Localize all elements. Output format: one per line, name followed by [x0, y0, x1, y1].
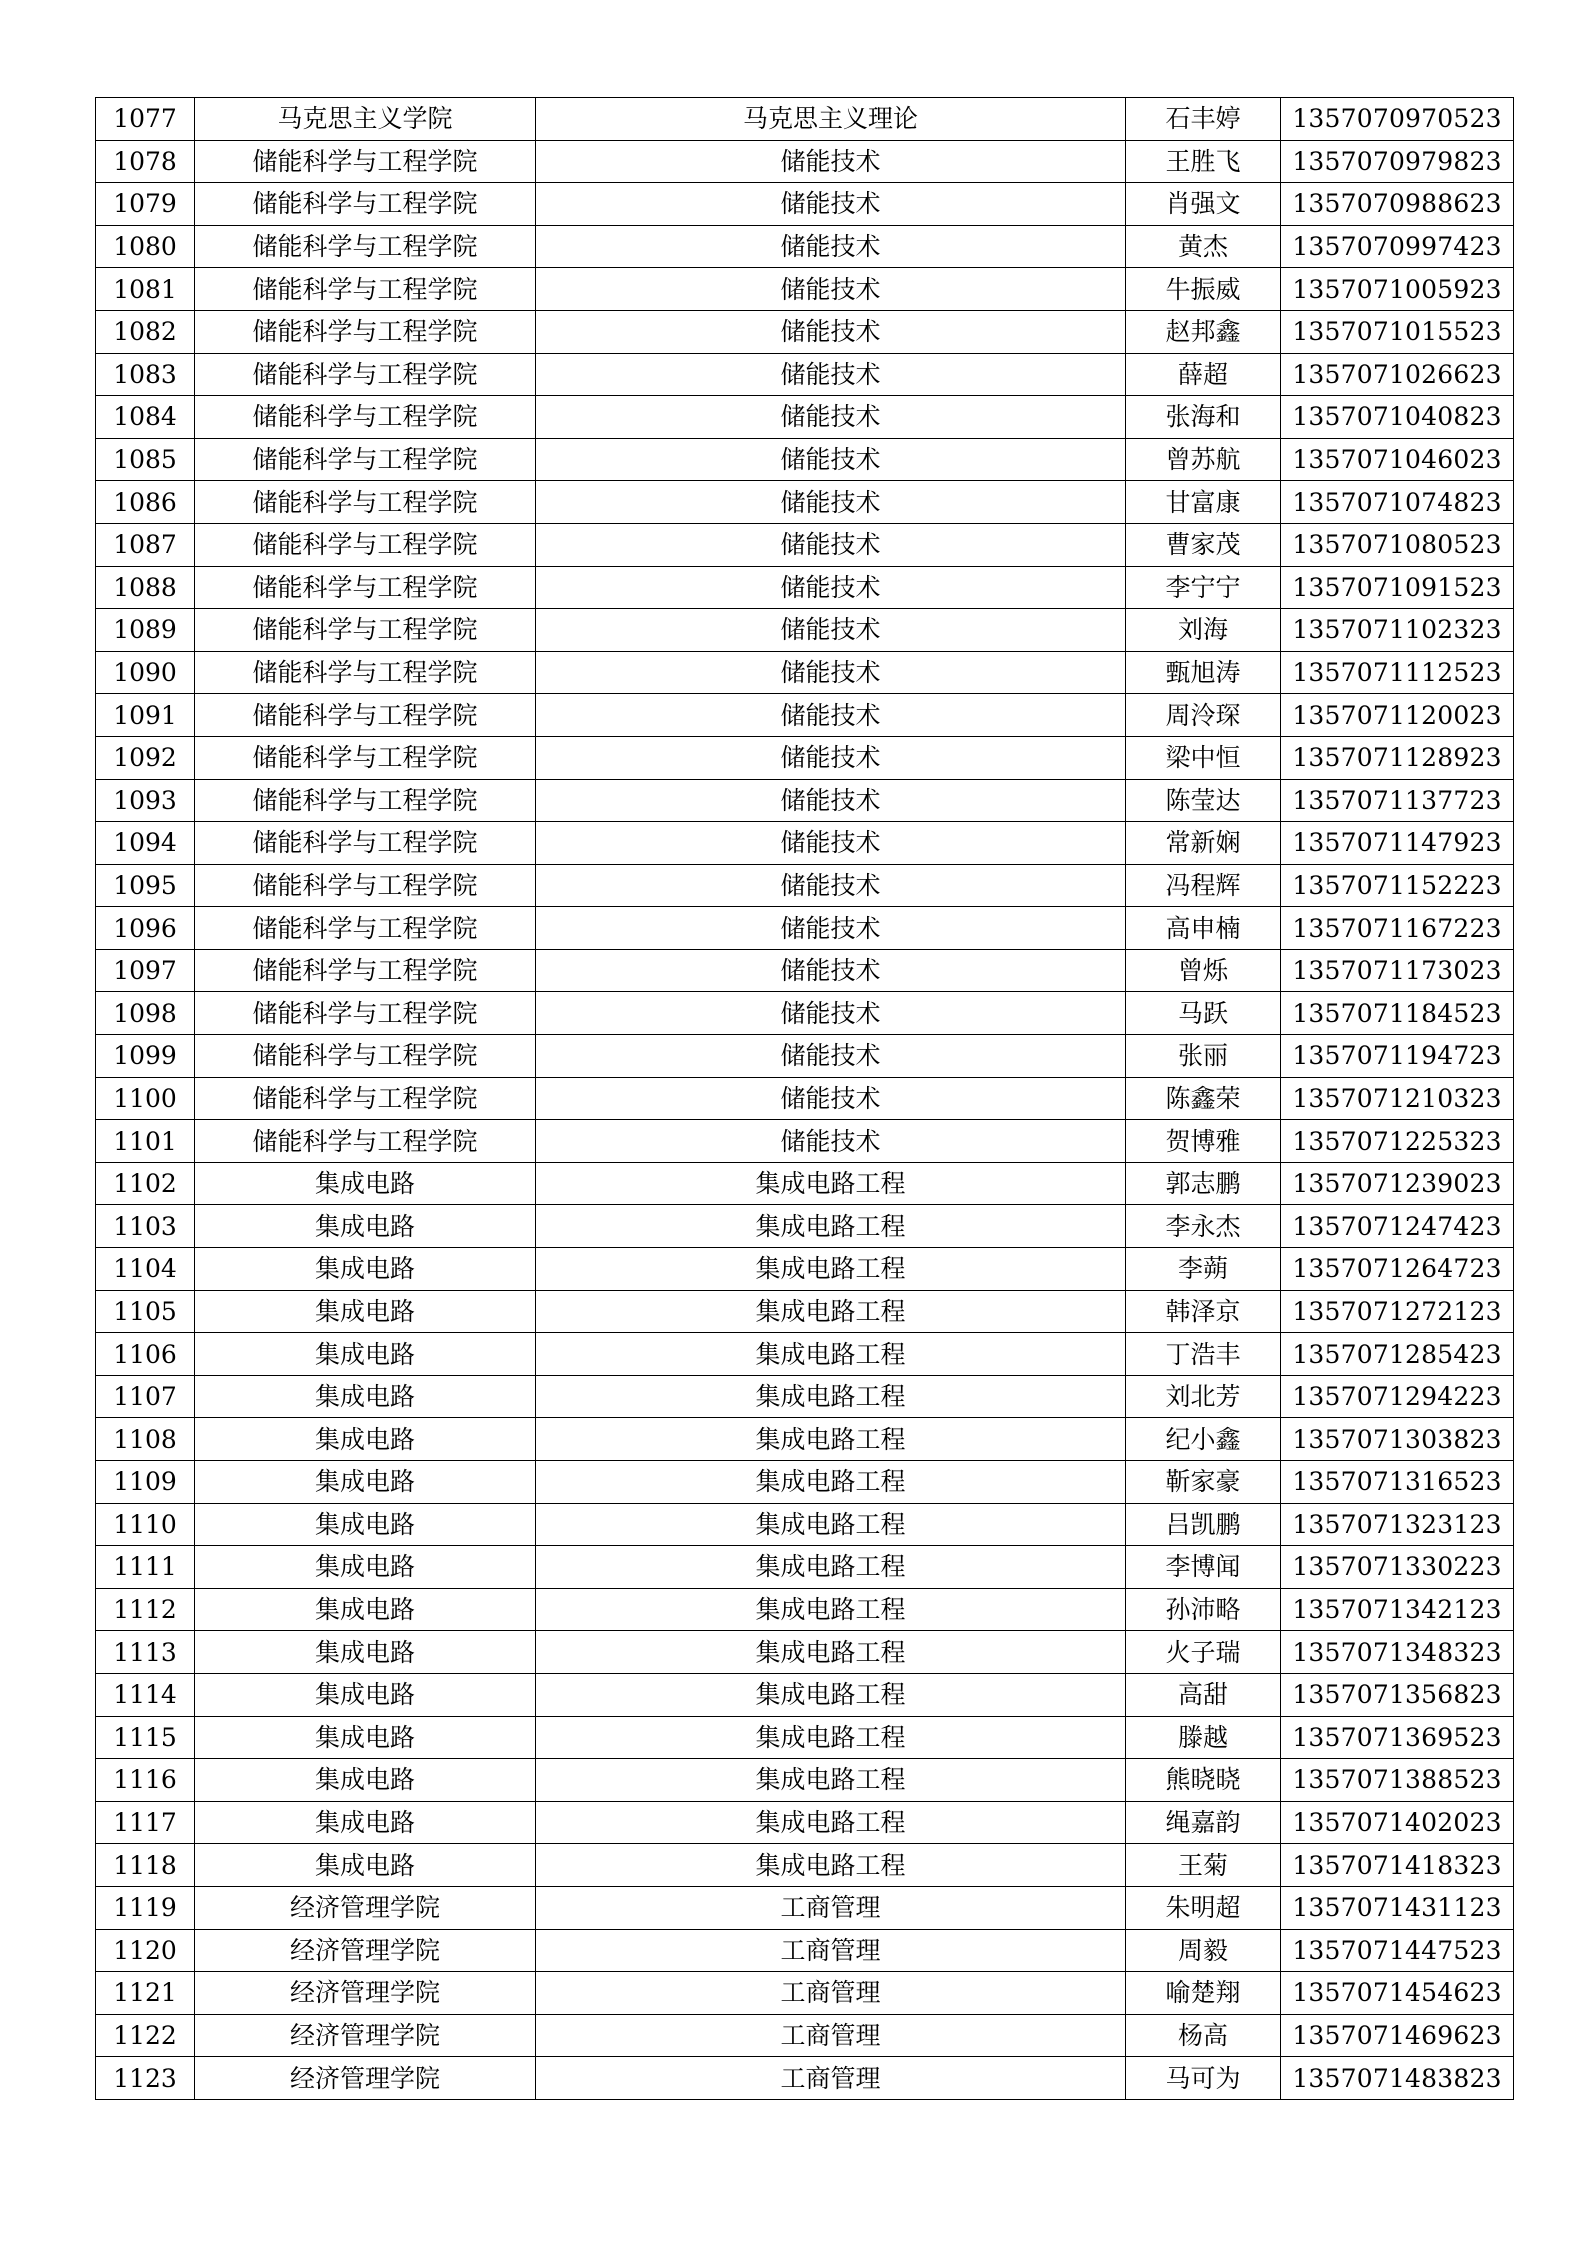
serial-number-cell: 1120	[96, 1929, 195, 1972]
table-row	[96, 438, 1514, 481]
student-name-cell: 曾烁	[1126, 949, 1281, 992]
serial-number-cell: 1106	[96, 1333, 195, 1376]
serial-number-cell: 1082	[96, 310, 195, 353]
student-name-cell: 赵邦鑫	[1126, 310, 1281, 353]
major-cell: 储能技术	[536, 438, 1126, 481]
major-cell: 储能技术	[536, 225, 1126, 268]
serial-number-cell: 1089	[96, 609, 195, 652]
candidate-id-cell: 1357071239023	[1281, 1162, 1514, 1205]
major-cell: 集成电路工程	[536, 1290, 1126, 1333]
major-cell: 储能技术	[536, 140, 1126, 183]
student-name-cell: 马可为	[1126, 2057, 1281, 2100]
student-name-cell: 石丰婷	[1126, 98, 1281, 141]
college-cell: 集成电路	[195, 1248, 536, 1291]
candidate-id-cell: 1357071015523	[1281, 310, 1514, 353]
college-cell: 储能科学与工程学院	[195, 949, 536, 992]
serial-number-cell: 1081	[96, 268, 195, 311]
candidate-id-cell: 1357071091523	[1281, 566, 1514, 609]
candidate-id-cell: 1357071173023	[1281, 949, 1514, 992]
table-row	[96, 1716, 1514, 1759]
table-row	[96, 396, 1514, 439]
college-cell: 储能科学与工程学院	[195, 694, 536, 737]
college-cell: 储能科学与工程学院	[195, 183, 536, 226]
serial-number-cell: 1099	[96, 1035, 195, 1078]
candidate-id-cell: 1357071112523	[1281, 651, 1514, 694]
table-row	[96, 1418, 1514, 1461]
student-name-cell: 喻楚翔	[1126, 1972, 1281, 2015]
candidate-id-cell: 1357071369523	[1281, 1716, 1514, 1759]
serial-number-cell: 1097	[96, 949, 195, 992]
candidate-id-cell: 1357071356823	[1281, 1673, 1514, 1716]
candidate-id-cell: 1357071264723	[1281, 1248, 1514, 1291]
candidate-id-cell: 1357071040823	[1281, 396, 1514, 439]
college-cell: 集成电路	[195, 1588, 536, 1631]
college-cell: 集成电路	[195, 1503, 536, 1546]
major-cell: 工商管理	[536, 1972, 1126, 2015]
table-row	[96, 736, 1514, 779]
college-cell: 集成电路	[195, 1716, 536, 1759]
candidate-id-cell: 1357071454623	[1281, 1972, 1514, 2015]
serial-number-cell: 1091	[96, 694, 195, 737]
college-cell: 储能科学与工程学院	[195, 779, 536, 822]
student-name-cell: 朱明超	[1126, 1886, 1281, 1929]
college-cell: 储能科学与工程学院	[195, 1077, 536, 1120]
table-row	[96, 949, 1514, 992]
student-name-cell: 刘海	[1126, 609, 1281, 652]
major-cell: 集成电路工程	[536, 1333, 1126, 1376]
serial-number-cell: 1102	[96, 1162, 195, 1205]
table-row	[96, 1120, 1514, 1163]
candidate-id-cell: 1357071303823	[1281, 1418, 1514, 1461]
college-cell: 集成电路	[195, 1631, 536, 1674]
college-cell: 集成电路	[195, 1673, 536, 1716]
serial-number-cell: 1085	[96, 438, 195, 481]
student-name-cell: 李永杰	[1126, 1205, 1281, 1248]
candidate-id-cell: 1357071316523	[1281, 1461, 1514, 1504]
serial-number-cell: 1111	[96, 1546, 195, 1589]
college-cell: 储能科学与工程学院	[195, 609, 536, 652]
college-cell: 经济管理学院	[195, 2014, 536, 2057]
major-cell: 集成电路工程	[536, 1631, 1126, 1674]
major-cell: 储能技术	[536, 864, 1126, 907]
major-cell: 集成电路工程	[536, 1844, 1126, 1887]
major-cell: 集成电路工程	[536, 1205, 1126, 1248]
student-name-cell: 高申楠	[1126, 907, 1281, 950]
serial-number-cell: 1122	[96, 2014, 195, 2057]
candidate-id-cell: 1357071225323	[1281, 1120, 1514, 1163]
major-cell: 储能技术	[536, 736, 1126, 779]
college-cell: 集成电路	[195, 1375, 536, 1418]
major-cell: 集成电路工程	[536, 1546, 1126, 1589]
student-name-cell: 马跃	[1126, 992, 1281, 1035]
candidate-id-cell: 1357071074823	[1281, 481, 1514, 524]
student-name-cell: 张海和	[1126, 396, 1281, 439]
student-name-cell: 甄旭涛	[1126, 651, 1281, 694]
table-row	[96, 1801, 1514, 1844]
serial-number-cell: 1084	[96, 396, 195, 439]
serial-number-cell: 1104	[96, 1248, 195, 1291]
candidate-id-cell: 1357071194723	[1281, 1035, 1514, 1078]
serial-number-cell: 1098	[96, 992, 195, 1035]
candidate-id-cell: 1357071285423	[1281, 1333, 1514, 1376]
major-cell: 储能技术	[536, 353, 1126, 396]
candidate-id-cell: 1357070997423	[1281, 225, 1514, 268]
candidate-id-cell: 1357071342123	[1281, 1588, 1514, 1631]
candidate-id-cell: 1357071483823	[1281, 2057, 1514, 2100]
serial-number-cell: 1121	[96, 1972, 195, 2015]
student-name-cell: 黄杰	[1126, 225, 1281, 268]
student-name-cell: 常新娴	[1126, 822, 1281, 865]
serial-number-cell: 1114	[96, 1673, 195, 1716]
college-cell: 经济管理学院	[195, 2057, 536, 2100]
student-name-cell: 周毅	[1126, 1929, 1281, 1972]
candidate-id-cell: 1357071128923	[1281, 736, 1514, 779]
student-name-cell: 李宁宁	[1126, 566, 1281, 609]
candidate-id-cell: 1357071431123	[1281, 1886, 1514, 1929]
student-name-cell: 高甜	[1126, 1673, 1281, 1716]
major-cell: 储能技术	[536, 1077, 1126, 1120]
student-name-cell: 杨高	[1126, 2014, 1281, 2057]
major-cell: 集成电路工程	[536, 1673, 1126, 1716]
student-name-cell: 绳嘉韵	[1126, 1801, 1281, 1844]
table-row	[96, 1035, 1514, 1078]
table-row	[96, 140, 1514, 183]
candidate-id-cell: 1357071323123	[1281, 1503, 1514, 1546]
student-name-cell: 贺博雅	[1126, 1120, 1281, 1163]
student-name-cell: 甘富康	[1126, 481, 1281, 524]
candidate-id-cell: 1357071348323	[1281, 1631, 1514, 1674]
serial-number-cell: 1101	[96, 1120, 195, 1163]
serial-number-cell: 1095	[96, 864, 195, 907]
college-cell: 储能科学与工程学院	[195, 992, 536, 1035]
college-cell: 储能科学与工程学院	[195, 225, 536, 268]
major-cell: 集成电路工程	[536, 1418, 1126, 1461]
table-row	[96, 779, 1514, 822]
major-cell: 集成电路工程	[536, 1588, 1126, 1631]
serial-number-cell: 1112	[96, 1588, 195, 1631]
college-cell: 储能科学与工程学院	[195, 864, 536, 907]
serial-number-cell: 1096	[96, 907, 195, 950]
major-cell: 工商管理	[536, 1929, 1126, 1972]
college-cell: 储能科学与工程学院	[195, 523, 536, 566]
college-cell: 集成电路	[195, 1333, 536, 1376]
candidate-id-cell: 1357070988623	[1281, 183, 1514, 226]
candidate-id-cell: 1357071388523	[1281, 1759, 1514, 1802]
table-row	[96, 1546, 1514, 1589]
table-row	[96, 1333, 1514, 1376]
serial-number-cell: 1092	[96, 736, 195, 779]
major-cell: 集成电路工程	[536, 1801, 1126, 1844]
student-name-cell: 王胜飞	[1126, 140, 1281, 183]
candidate-id-cell: 1357071418323	[1281, 1844, 1514, 1887]
candidate-id-cell: 1357071152223	[1281, 864, 1514, 907]
student-name-cell: 滕越	[1126, 1716, 1281, 1759]
serial-number-cell: 1093	[96, 779, 195, 822]
major-cell: 工商管理	[536, 1886, 1126, 1929]
college-cell: 储能科学与工程学院	[195, 310, 536, 353]
college-cell: 储能科学与工程学院	[195, 651, 536, 694]
college-cell: 储能科学与工程学院	[195, 566, 536, 609]
major-cell: 工商管理	[536, 2057, 1126, 2100]
candidate-id-cell: 1357071080523	[1281, 523, 1514, 566]
student-name-cell: 刘北芳	[1126, 1375, 1281, 1418]
table-row	[96, 1375, 1514, 1418]
serial-number-cell: 1113	[96, 1631, 195, 1674]
table-row	[96, 1844, 1514, 1887]
serial-number-cell: 1117	[96, 1801, 195, 1844]
serial-number-cell: 1094	[96, 822, 195, 865]
student-name-cell: 陈鑫荣	[1126, 1077, 1281, 1120]
table-row	[96, 1162, 1514, 1205]
college-cell: 储能科学与工程学院	[195, 140, 536, 183]
college-cell: 储能科学与工程学院	[195, 353, 536, 396]
table-row	[96, 98, 1514, 141]
candidate-id-cell: 1357071210323	[1281, 1077, 1514, 1120]
serial-number-cell: 1105	[96, 1290, 195, 1333]
table-row	[96, 1972, 1514, 2015]
major-cell: 储能技术	[536, 523, 1126, 566]
table-row	[96, 353, 1514, 396]
major-cell: 储能技术	[536, 268, 1126, 311]
serial-number-cell: 1115	[96, 1716, 195, 1759]
serial-number-cell: 1119	[96, 1886, 195, 1929]
serial-number-cell: 1086	[96, 481, 195, 524]
serial-number-cell: 1108	[96, 1418, 195, 1461]
table-row	[96, 566, 1514, 609]
serial-number-cell: 1109	[96, 1461, 195, 1504]
table-row	[96, 1886, 1514, 1929]
college-cell: 储能科学与工程学院	[195, 268, 536, 311]
college-cell: 经济管理学院	[195, 1972, 536, 2015]
table-row	[96, 1077, 1514, 1120]
serial-number-cell: 1123	[96, 2057, 195, 2100]
candidate-id-cell: 1357071147923	[1281, 822, 1514, 865]
major-cell: 集成电路工程	[536, 1461, 1126, 1504]
table-row	[96, 1290, 1514, 1333]
student-name-cell: 靳家豪	[1126, 1461, 1281, 1504]
student-name-cell: 曹家茂	[1126, 523, 1281, 566]
table-row	[96, 1929, 1514, 1972]
candidate-id-cell: 1357071046023	[1281, 438, 1514, 481]
serial-number-cell: 1116	[96, 1759, 195, 1802]
table-row	[96, 2014, 1514, 2057]
table-row	[96, 1461, 1514, 1504]
college-cell: 集成电路	[195, 1844, 536, 1887]
major-cell: 储能技术	[536, 651, 1126, 694]
serial-number-cell: 1103	[96, 1205, 195, 1248]
major-cell: 储能技术	[536, 992, 1126, 1035]
major-cell: 储能技术	[536, 694, 1126, 737]
major-cell: 储能技术	[536, 1035, 1126, 1078]
student-name-cell: 吕凯鹏	[1126, 1503, 1281, 1546]
table-row	[96, 651, 1514, 694]
major-cell: 马克思主义理论	[536, 98, 1126, 141]
college-cell: 集成电路	[195, 1205, 536, 1248]
student-name-cell: 曾苏航	[1126, 438, 1281, 481]
candidate-id-cell: 1357070970523	[1281, 98, 1514, 141]
student-name-cell: 梁中恒	[1126, 736, 1281, 779]
student-name-cell: 周泠琛	[1126, 694, 1281, 737]
candidate-id-cell: 1357071026623	[1281, 353, 1514, 396]
table-row	[96, 2057, 1514, 2100]
serial-number-cell: 1078	[96, 140, 195, 183]
college-cell: 储能科学与工程学院	[195, 1120, 536, 1163]
college-cell: 集成电路	[195, 1162, 536, 1205]
college-cell: 储能科学与工程学院	[195, 822, 536, 865]
college-cell: 集成电路	[195, 1290, 536, 1333]
college-cell: 经济管理学院	[195, 1929, 536, 1972]
major-cell: 储能技术	[536, 822, 1126, 865]
candidate-id-cell: 1357071272123	[1281, 1290, 1514, 1333]
candidate-id-cell: 1357071102323	[1281, 609, 1514, 652]
major-cell: 储能技术	[536, 310, 1126, 353]
student-name-cell: 陈莹达	[1126, 779, 1281, 822]
table-row	[96, 822, 1514, 865]
student-name-cell: 牛振威	[1126, 268, 1281, 311]
table-row	[96, 1673, 1514, 1716]
serial-number-cell: 1087	[96, 523, 195, 566]
student-name-cell: 王菊	[1126, 1844, 1281, 1887]
candidate-id-cell: 1357071184523	[1281, 992, 1514, 1035]
student-name-cell: 张丽	[1126, 1035, 1281, 1078]
student-name-cell: 李博闻	[1126, 1546, 1281, 1589]
college-cell: 储能科学与工程学院	[195, 907, 536, 950]
table-row	[96, 609, 1514, 652]
table-row	[96, 1759, 1514, 1802]
major-cell: 集成电路工程	[536, 1162, 1126, 1205]
serial-number-cell: 1090	[96, 651, 195, 694]
major-cell: 集成电路工程	[536, 1375, 1126, 1418]
table-row	[96, 1631, 1514, 1674]
college-cell: 集成电路	[195, 1418, 536, 1461]
college-cell: 集成电路	[195, 1461, 536, 1504]
table-row	[96, 992, 1514, 1035]
major-cell: 储能技术	[536, 779, 1126, 822]
table-row	[96, 694, 1514, 737]
table-row	[96, 523, 1514, 566]
college-cell: 储能科学与工程学院	[195, 438, 536, 481]
table-row	[96, 310, 1514, 353]
candidate-id-cell: 1357071294223	[1281, 1375, 1514, 1418]
serial-number-cell: 1118	[96, 1844, 195, 1887]
table-row	[96, 1588, 1514, 1631]
student-name-cell: 孙沛略	[1126, 1588, 1281, 1631]
major-cell: 集成电路工程	[536, 1759, 1126, 1802]
college-cell: 经济管理学院	[195, 1886, 536, 1929]
table-row	[96, 481, 1514, 524]
college-cell: 集成电路	[195, 1801, 536, 1844]
college-cell: 马克思主义学院	[195, 98, 536, 141]
table-row	[96, 225, 1514, 268]
major-cell: 储能技术	[536, 949, 1126, 992]
candidate-id-cell: 1357071447523	[1281, 1929, 1514, 1972]
table-row	[96, 183, 1514, 226]
college-cell: 储能科学与工程学院	[195, 481, 536, 524]
student-name-cell: 冯程辉	[1126, 864, 1281, 907]
major-cell: 集成电路工程	[536, 1248, 1126, 1291]
serial-number-cell: 1080	[96, 225, 195, 268]
major-cell: 储能技术	[536, 1120, 1126, 1163]
candidate-id-cell: 1357071005923	[1281, 268, 1514, 311]
candidate-id-cell: 1357071120023	[1281, 694, 1514, 737]
college-cell: 储能科学与工程学院	[195, 1035, 536, 1078]
student-name-cell: 韩泽京	[1126, 1290, 1281, 1333]
candidate-id-cell: 1357071330223	[1281, 1546, 1514, 1589]
candidate-id-cell: 1357071247423	[1281, 1205, 1514, 1248]
student-name-cell: 丁浩丰	[1126, 1333, 1281, 1376]
major-cell: 储能技术	[536, 609, 1126, 652]
table-body	[96, 98, 1514, 2100]
admission-list-table	[95, 97, 1514, 2100]
college-cell: 储能科学与工程学院	[195, 736, 536, 779]
table-row	[96, 864, 1514, 907]
table-row	[96, 1248, 1514, 1291]
serial-number-cell: 1100	[96, 1077, 195, 1120]
major-cell: 储能技术	[536, 396, 1126, 439]
student-name-cell: 肖强文	[1126, 183, 1281, 226]
student-name-cell: 李蒴	[1126, 1248, 1281, 1291]
candidate-id-cell: 1357070979823	[1281, 140, 1514, 183]
candidate-id-cell: 1357071469623	[1281, 2014, 1514, 2057]
major-cell: 储能技术	[536, 183, 1126, 226]
major-cell: 集成电路工程	[536, 1503, 1126, 1546]
major-cell: 储能技术	[536, 907, 1126, 950]
student-name-cell: 薛超	[1126, 353, 1281, 396]
college-cell: 集成电路	[195, 1546, 536, 1589]
serial-number-cell: 1107	[96, 1375, 195, 1418]
serial-number-cell: 1079	[96, 183, 195, 226]
table-row	[96, 268, 1514, 311]
major-cell: 集成电路工程	[536, 1716, 1126, 1759]
serial-number-cell: 1088	[96, 566, 195, 609]
serial-number-cell: 1077	[96, 98, 195, 141]
student-name-cell: 熊晓晓	[1126, 1759, 1281, 1802]
student-name-cell: 火子瑞	[1126, 1631, 1281, 1674]
major-cell: 储能技术	[536, 481, 1126, 524]
candidate-id-cell: 1357071402023	[1281, 1801, 1514, 1844]
major-cell: 储能技术	[536, 566, 1126, 609]
table-row	[96, 1503, 1514, 1546]
college-cell: 储能科学与工程学院	[195, 396, 536, 439]
serial-number-cell: 1083	[96, 353, 195, 396]
table-row	[96, 1205, 1514, 1248]
major-cell: 工商管理	[536, 2014, 1126, 2057]
table-row	[96, 907, 1514, 950]
candidate-id-cell: 1357071137723	[1281, 779, 1514, 822]
college-cell: 集成电路	[195, 1759, 536, 1802]
student-name-cell: 纪小鑫	[1126, 1418, 1281, 1461]
serial-number-cell: 1110	[96, 1503, 195, 1546]
candidate-id-cell: 1357071167223	[1281, 907, 1514, 950]
student-name-cell: 郭志鹏	[1126, 1162, 1281, 1205]
